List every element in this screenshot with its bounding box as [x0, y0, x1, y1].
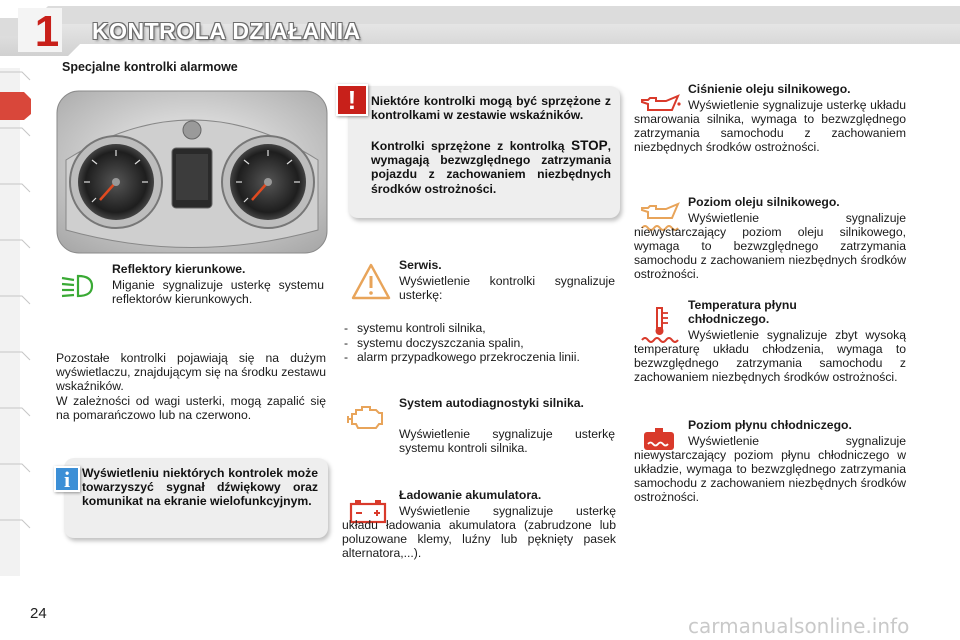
diag-title: System autodiagnostyki silnika. [399, 396, 584, 410]
temp-text: Wyświetlenie sygnalizuje zbyt wysoką temperaturę układu chłodzenia, wymaga to bezwzględnego zatrzymania samochodu z zachowaniem niezbędnych środków ostrożności. [634, 328, 906, 384]
section-title: Specjalne kontrolki alarmowe [62, 60, 238, 74]
coolant-text: Wyświetlenie sygnalizuje niewystarczający poziom płynu chłodniczego w układzie, wymaga to bezwzględnego zatrzymania samochodu z zachowaniem niezbędnych środków ostrożności. [634, 434, 906, 504]
service-list [342, 321, 616, 365]
info-text: Wyświetleniu niektórych kontrolek może towarzyszyć sygnał dźwiękowy oraz komunikat na ekranie wielofunkcyjnym. [82, 466, 318, 509]
reflector-title: Reflektory kierunkowe. [112, 262, 246, 276]
info-icon: i [54, 466, 80, 492]
chapter-tabs[interactable] [0, 68, 32, 576]
battery-title: Ładowanie akumulatora. [399, 488, 542, 502]
oil-level-text: Wyświetlenie sygnalizuje niewystarczający poziom oleju silnikowego, wymaga to bezwzględnego zatrzymania samochodu z zachowaniem niezbędnych środków ostrożności. [634, 211, 906, 281]
reflector-text: Miganie sygnalizuje usterkę systemu reflektorów kierunkowych. [112, 278, 324, 306]
engine-icon [346, 402, 388, 432]
page-title: KONTROLA DZIAŁANIA [92, 18, 361, 44]
oil-pressure-title: Ciśnienie oleju silnikowego. [688, 82, 851, 96]
temp-title: Temperatura płynu chłodniczego. [688, 298, 797, 326]
col1-paragraph-1: Pozostałe kontrolki pojawiają się na dużym wyświetlaczu, znajdującym się na środku zestawu wskaźników. [56, 351, 326, 393]
warning-triangle-icon [350, 262, 392, 302]
warning-text-1: Niektóre kontrolki mogą być sprzężone z kontrolkami w zestawie wskaźników. [371, 94, 611, 123]
service-text: Wyświetlenie kontrolki sygnalizuje usterkę: [399, 274, 615, 302]
oil-level-title: Poziom oleju silnikowego. [688, 195, 840, 209]
instrument-cluster-image [56, 90, 328, 254]
list-item: - alarm przypadkowego przekroczenia linii. [342, 350, 616, 365]
oil-pressure-text: Wyświetlenie sygnalizuje usterkę układu smarowania silnika, wymaga to bezwzględnego zatrzymania samochodu z zachowaniem niezbędnych środków ostrożności. [634, 98, 906, 154]
chapter-number: 1 [34, 7, 60, 56]
diag-text: Wyświetlenie sygnalizuje usterkę systemu kontroli silnika. [399, 427, 615, 455]
col1-paragraph-2: W zależności od wagi usterki, mogą zapalić się na pomarańczowo lub na czerwono. [56, 394, 326, 422]
list-item: - systemu kontroli silnika, [342, 321, 616, 336]
page-number: 24 [30, 605, 47, 622]
watermark: carmanualsonline.info [688, 614, 910, 638]
list-item: - systemu doczyszczania spalin, [342, 336, 616, 351]
battery-text: Wyświetlenie sygnalizuje usterkę układu ładowania akumulatora (zabrudzone lub poluzowane klemy, luźny lub pęknięty pasek alternatora,...). [342, 504, 616, 560]
service-title: Serwis. [399, 258, 442, 272]
warning-text-2: Kontrolki sprzężone z kontrolką STOP, wymagają bezwzględnego zatrzymania pojazdu z zachowaniem niezbędnych środków ostrożności. [371, 138, 611, 196]
headlight-green-icon [58, 272, 100, 300]
coolant-title: Poziom płynu chłodniczego. [688, 418, 852, 432]
stop-word: STOP [571, 138, 608, 153]
exclamation-icon: ! [336, 84, 368, 116]
